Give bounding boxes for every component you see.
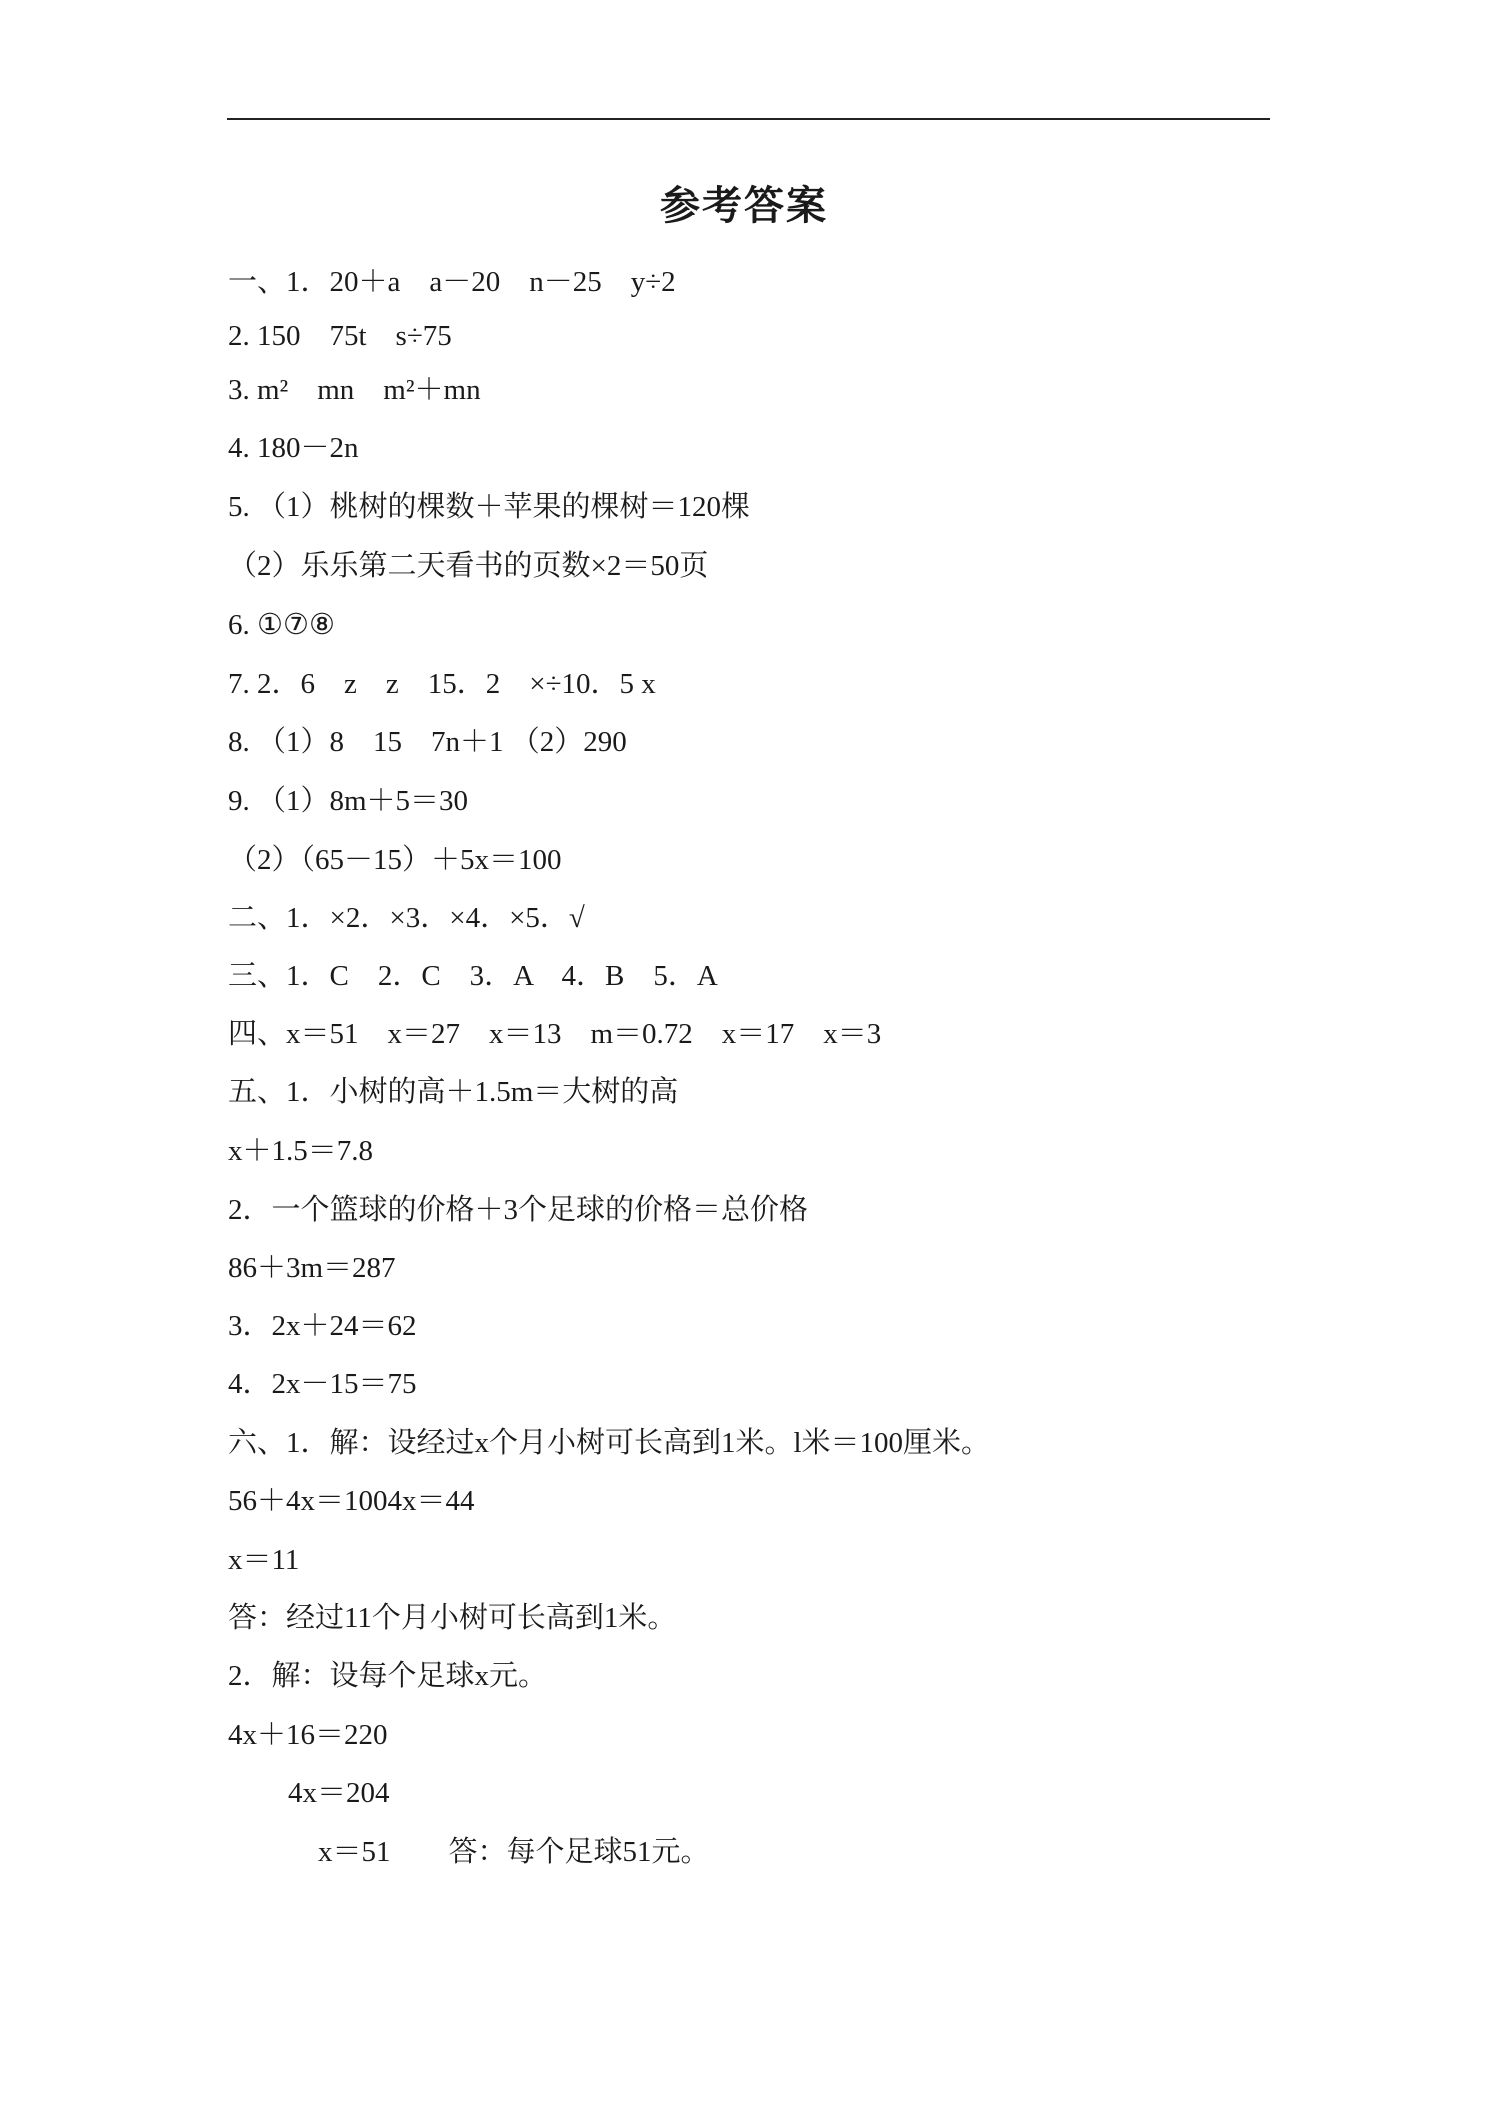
answer-line: 6. ①⑦⑧ — [228, 609, 335, 641]
page-title: 参考答案 — [660, 183, 828, 229]
answer-line: 三、1．C 2．C 3．A 4．B 5．A — [228, 960, 718, 992]
answer-line: 五、1．小树的高＋1.5m＝大树的高 — [228, 1076, 679, 1108]
header-rule — [227, 118, 1270, 120]
answer-line: 9. （1）8m＋5＝30 — [228, 785, 469, 817]
answer-line: （2）（65－15）＋5x＝100 — [228, 844, 562, 876]
answer-line: x＝51 答：每个足球51元。 — [318, 1836, 710, 1868]
answer-line: 2. 150 75t s÷75 — [228, 320, 452, 352]
answer-line: 4．2x－15＝75 — [228, 1368, 417, 1400]
answer-line: 二、1．×2．×3．×4．×5．√ — [228, 902, 585, 934]
answer-line: 7. 2．6 z z 15．2 ×÷10．5 x — [228, 668, 656, 700]
answer-line: 3．2x＋24＝62 — [228, 1310, 417, 1342]
answer-line: 答：经过11个月小树可长高到1米。 — [228, 1602, 677, 1634]
answer-line: 四、x＝51 x＝27 x＝13 m＝0.72 x＝17 x＝3 — [228, 1018, 882, 1050]
answer-line: 8. （1）8 15 7n＋1 （2）290 — [228, 726, 627, 758]
answer-line: x＋1.5＝7.8 — [228, 1135, 374, 1167]
answer-line: （2）乐乐第二天看书的页数×2＝50页 — [228, 550, 709, 582]
answer-line: 4x＋16＝220 — [228, 1719, 388, 1751]
answer-line: x＝11 — [228, 1544, 300, 1576]
answer-line: 3. m² mn m²＋mn — [228, 374, 481, 406]
answer-line: 56＋4x＝1004x＝44 — [228, 1485, 475, 1517]
answer-line: 一、1．20＋a a－20 n－25 y÷2 — [228, 266, 676, 298]
answer-line: 2．一个篮球的价格＋3个足球的价格＝总价格 — [228, 1194, 809, 1226]
answer-line: 4x＝204 — [288, 1777, 390, 1809]
answer-line: 2．解：设每个足球x元。 — [228, 1660, 548, 1692]
answer-line: 86＋3m＝287 — [228, 1252, 396, 1284]
answer-line: 4. 180－2n — [228, 432, 359, 464]
answer-line: 5. （1）桃树的棵数＋苹果的棵树＝120棵 — [228, 491, 751, 523]
answer-line: 六、1．解：设经过x个月小树可长高到1米。l米＝100厘米。 — [228, 1427, 991, 1459]
